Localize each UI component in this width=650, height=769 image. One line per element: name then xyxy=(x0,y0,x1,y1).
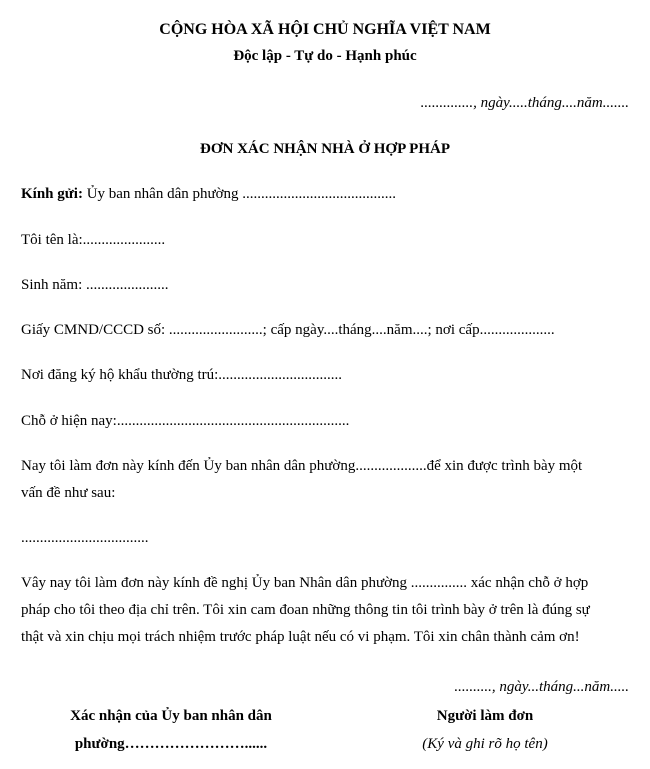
request-line-1: Nay tôi làm đơn này kính đến Ủy ban nhân dân phường...................để xin được trình bày một xyxy=(21,458,583,474)
national-title: CỘNG HÒA XÃ HỘI CHỦ NGHĨA VIỆT NAM xyxy=(159,21,491,38)
current-residence-field: Chỗ ở hiện nay:.............................................................. xyxy=(21,413,350,429)
footer-date-line: .........., ngày...tháng...năm..... xyxy=(454,679,629,695)
authority-confirmation-title: Xác nhận của Ủy ban nhân dân xyxy=(70,708,272,724)
recipient-line xyxy=(21,185,396,203)
recipient-label: Kính gửi: xyxy=(21,186,83,202)
header-date-line: .............., ngày.....tháng....năm....... xyxy=(420,95,629,111)
document-title: ĐƠN XÁC NHẬN NHÀ Ở HỢP PHÁP xyxy=(200,141,450,157)
authority-ward-line: phường……………………...... xyxy=(74,736,268,752)
applicant-signature-note: (Ký và ghi rõ họ tên) xyxy=(422,736,548,752)
permanent-residence-field: Nơi đăng ký hộ khẩu thường trú:................................. xyxy=(21,367,343,383)
issue-blank: .................................. xyxy=(21,530,149,546)
id-card-field: Giấy CMND/CCCD số: .........................; cấp ngày....tháng....năm....; nơi cấp.................... xyxy=(21,322,555,338)
closing-line-3: thật và xin chịu mọi trách nhiệm trước pháp luật nếu có vi phạm. Tôi xin chân thành cảm ơn! xyxy=(21,629,580,645)
request-line-2: vấn đề như sau: xyxy=(21,485,116,501)
recipient-value: Ủy ban nhân dân phường ......................................... xyxy=(82,186,397,202)
full-name-field: Tôi tên là:...................... xyxy=(21,232,166,248)
national-motto: Độc lập - Tự do - Hạnh phúc xyxy=(233,48,417,64)
closing-line-1: Vây nay tôi làm đơn này kính đề nghị Ủy ban Nhân dân phường ............... xác nhận chỗ ở hợp xyxy=(21,575,589,591)
birth-year-field: Sinh năm: ...................... xyxy=(21,277,169,293)
applicant-title: Người làm đơn xyxy=(436,708,534,724)
closing-line-2: pháp cho tôi theo địa chỉ trên. Tôi xin cam đoan những thông tin tôi trình bày ở trên là đúng sự xyxy=(21,602,590,618)
